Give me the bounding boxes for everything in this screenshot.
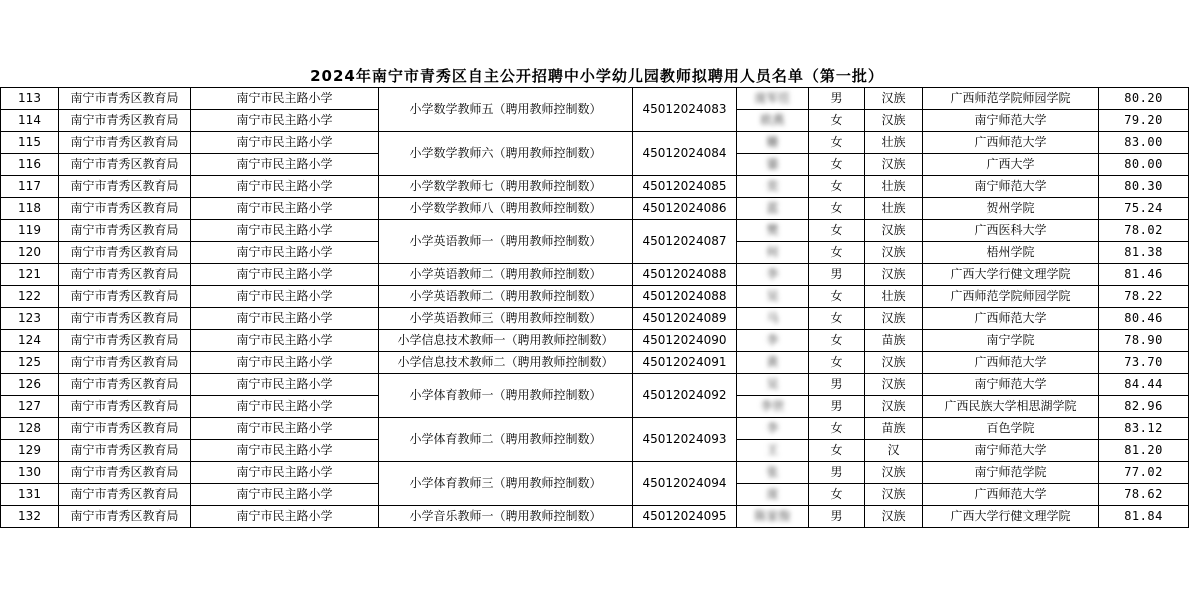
table-row bbox=[1, 506, 1189, 528]
cell-no: 113 bbox=[1, 88, 59, 110]
cell-ethnic: 壮族 bbox=[865, 198, 923, 220]
cell-name: 欧燕 bbox=[737, 110, 809, 132]
cell-unit: 南宁市民主路小学 bbox=[191, 308, 379, 330]
cell-score: 83.00 bbox=[1099, 132, 1189, 154]
cell-dept: 南宁市青秀区教育局 bbox=[59, 88, 191, 110]
table-row bbox=[1, 198, 1189, 220]
cell-school: 广西大学 bbox=[923, 154, 1099, 176]
cell-name: 何 bbox=[737, 242, 809, 264]
cell-gender: 女 bbox=[809, 132, 865, 154]
cell-no: 132 bbox=[1, 506, 59, 528]
cell-gender: 女 bbox=[809, 330, 865, 352]
cell-score: 83.12 bbox=[1099, 418, 1189, 440]
cell-unit: 南宁市民主路小学 bbox=[191, 484, 379, 506]
cell-gender: 男 bbox=[809, 396, 865, 418]
cell-school: 广西师范学院师园学院 bbox=[923, 286, 1099, 308]
cell-no: 120 bbox=[1, 242, 59, 264]
cell-gender: 女 bbox=[809, 110, 865, 132]
cell-dept: 南宁市青秀区教育局 bbox=[59, 418, 191, 440]
cell-gender: 男 bbox=[809, 264, 865, 286]
cell-post: 小学数学教师五（聘用教师控制数） bbox=[379, 88, 633, 132]
cell-ethnic: 汉族 bbox=[865, 154, 923, 176]
cell-dept: 南宁市青秀区教育局 bbox=[59, 132, 191, 154]
cell-post: 小学数学教师六（聘用教师控制数） bbox=[379, 132, 633, 176]
cell-gender: 女 bbox=[809, 220, 865, 242]
cell-score: 78.22 bbox=[1099, 286, 1189, 308]
cell-score: 78.62 bbox=[1099, 484, 1189, 506]
cell-ethnic: 壮族 bbox=[865, 176, 923, 198]
cell-dept: 南宁市青秀区教育局 bbox=[59, 308, 191, 330]
cell-score: 81.38 bbox=[1099, 242, 1189, 264]
cell-code: 45012024095 bbox=[633, 506, 737, 528]
cell-school: 南宁学院 bbox=[923, 330, 1099, 352]
cell-post: 小学数学教师八（聘用教师控制数） bbox=[379, 198, 633, 220]
cell-dept: 南宁市青秀区教育局 bbox=[59, 462, 191, 484]
cell-school: 广西师范大学 bbox=[923, 132, 1099, 154]
table-row bbox=[1, 462, 1189, 484]
cell-dept: 南宁市青秀区教育局 bbox=[59, 396, 191, 418]
cell-score: 75.24 bbox=[1099, 198, 1189, 220]
cell-score: 73.70 bbox=[1099, 352, 1189, 374]
cell-no: 115 bbox=[1, 132, 59, 154]
cell-post: 小学英语教师二（聘用教师控制数） bbox=[379, 264, 633, 286]
cell-code: 45012024084 bbox=[633, 132, 737, 176]
cell-school: 南宁师范大学 bbox=[923, 110, 1099, 132]
cell-code: 45012024088 bbox=[633, 286, 737, 308]
cell-name: 马 bbox=[737, 308, 809, 330]
cell-unit: 南宁市民主路小学 bbox=[191, 374, 379, 396]
table-row bbox=[1, 352, 1189, 374]
cell-no: 127 bbox=[1, 396, 59, 418]
table-row bbox=[1, 88, 1189, 110]
cell-no: 117 bbox=[1, 176, 59, 198]
cell-name: 鎏 bbox=[737, 154, 809, 176]
cell-score: 80.46 bbox=[1099, 308, 1189, 330]
cell-unit: 南宁市民主路小学 bbox=[191, 264, 379, 286]
cell-name: 庞 bbox=[737, 484, 809, 506]
cell-gender: 女 bbox=[809, 176, 865, 198]
cell-gender: 男 bbox=[809, 506, 865, 528]
cell-name: 陈家俊 bbox=[737, 506, 809, 528]
cell-ethnic: 汉族 bbox=[865, 352, 923, 374]
cell-unit: 南宁市民主路小学 bbox=[191, 198, 379, 220]
cell-score: 79.20 bbox=[1099, 110, 1189, 132]
cell-school: 百色学院 bbox=[923, 418, 1099, 440]
cell-unit: 南宁市民主路小学 bbox=[191, 242, 379, 264]
cell-school: 梧州学院 bbox=[923, 242, 1099, 264]
cell-code: 45012024083 bbox=[633, 88, 737, 132]
cell-unit: 南宁市民主路小学 bbox=[191, 154, 379, 176]
cell-no: 128 bbox=[1, 418, 59, 440]
cell-ethnic: 汉族 bbox=[865, 220, 923, 242]
cell-name: 姗 bbox=[737, 132, 809, 154]
cell-gender: 女 bbox=[809, 286, 865, 308]
cell-score: 80.20 bbox=[1099, 88, 1189, 110]
cell-no: 129 bbox=[1, 440, 59, 462]
cell-school: 广西师范学院师园学院 bbox=[923, 88, 1099, 110]
cell-post: 小学英语教师二（聘用教师控制数） bbox=[379, 286, 633, 308]
cell-unit: 南宁市民主路小学 bbox=[191, 220, 379, 242]
cell-unit: 南宁市民主路小学 bbox=[191, 176, 379, 198]
cell-post: 小学体育教师二（聘用教师控制数） bbox=[379, 418, 633, 462]
cell-no: 123 bbox=[1, 308, 59, 330]
cell-ethnic: 汉族 bbox=[865, 110, 923, 132]
cell-dept: 南宁市青秀区教育局 bbox=[59, 242, 191, 264]
cell-ethnic: 苗族 bbox=[865, 330, 923, 352]
cell-school: 广西民族大学相思湖学院 bbox=[923, 396, 1099, 418]
table-row bbox=[1, 132, 1189, 154]
cell-no: 131 bbox=[1, 484, 59, 506]
cell-name: 樊 bbox=[737, 220, 809, 242]
cell-school: 南宁师范学院 bbox=[923, 462, 1099, 484]
cell-ethnic: 汉族 bbox=[865, 506, 923, 528]
cell-name: 吴 bbox=[737, 374, 809, 396]
cell-gender: 女 bbox=[809, 308, 865, 330]
cell-school: 广西医科大学 bbox=[923, 220, 1099, 242]
cell-unit: 南宁市民主路小学 bbox=[191, 418, 379, 440]
cell-school: 广西大学行健文理学院 bbox=[923, 264, 1099, 286]
cell-dept: 南宁市青秀区教育局 bbox=[59, 110, 191, 132]
cell-code: 45012024092 bbox=[633, 374, 737, 418]
cell-no: 114 bbox=[1, 110, 59, 132]
cell-code: 45012024089 bbox=[633, 308, 737, 330]
cell-gender: 女 bbox=[809, 418, 865, 440]
table-row bbox=[1, 418, 1189, 440]
cell-name: 李 bbox=[737, 330, 809, 352]
cell-ethnic: 汉 bbox=[865, 440, 923, 462]
cell-dept: 南宁市青秀区教育局 bbox=[59, 198, 191, 220]
table-row bbox=[1, 220, 1189, 242]
cell-code: 45012024085 bbox=[633, 176, 737, 198]
cell-score: 81.84 bbox=[1099, 506, 1189, 528]
cell-dept: 南宁市青秀区教育局 bbox=[59, 506, 191, 528]
cell-gender: 男 bbox=[809, 462, 865, 484]
cell-school: 贺州学院 bbox=[923, 198, 1099, 220]
cell-gender: 女 bbox=[809, 198, 865, 220]
cell-name: 黄 bbox=[737, 352, 809, 374]
cell-school: 广西大学行健文理学院 bbox=[923, 506, 1099, 528]
cell-ethnic: 汉族 bbox=[865, 462, 923, 484]
cell-no: 116 bbox=[1, 154, 59, 176]
cell-ethnic: 壮族 bbox=[865, 286, 923, 308]
cell-no: 121 bbox=[1, 264, 59, 286]
cell-ethnic: 汉族 bbox=[865, 484, 923, 506]
cell-code: 45012024093 bbox=[633, 418, 737, 462]
cell-unit: 南宁市民主路小学 bbox=[191, 330, 379, 352]
table-row bbox=[1, 374, 1189, 396]
cell-unit: 南宁市民主路小学 bbox=[191, 352, 379, 374]
cell-school: 广西师范大学 bbox=[923, 352, 1099, 374]
cell-post: 小学数学教师七（聘用教师控制数） bbox=[379, 176, 633, 198]
cell-gender: 女 bbox=[809, 440, 865, 462]
cell-school: 南宁师范大学 bbox=[923, 440, 1099, 462]
cell-name: 吴 bbox=[737, 286, 809, 308]
cell-gender: 女 bbox=[809, 352, 865, 374]
cell-ethnic: 汉族 bbox=[865, 264, 923, 286]
cell-post: 小学信息技术教师二（聘用教师控制数） bbox=[379, 352, 633, 374]
cell-ethnic: 汉族 bbox=[865, 88, 923, 110]
table-body bbox=[1, 88, 1189, 528]
cell-dept: 南宁市青秀区教育局 bbox=[59, 220, 191, 242]
cell-score: 81.46 bbox=[1099, 264, 1189, 286]
cell-no: 130 bbox=[1, 462, 59, 484]
cell-score: 78.90 bbox=[1099, 330, 1189, 352]
cell-score: 81.20 bbox=[1099, 440, 1189, 462]
cell-name: 奕 bbox=[737, 176, 809, 198]
cell-no: 118 bbox=[1, 198, 59, 220]
table-row bbox=[1, 264, 1189, 286]
cell-ethnic: 汉族 bbox=[865, 308, 923, 330]
cell-dept: 南宁市青秀区教育局 bbox=[59, 176, 191, 198]
cell-code: 45012024086 bbox=[633, 198, 737, 220]
cell-dept: 南宁市青秀区教育局 bbox=[59, 484, 191, 506]
cell-dept: 南宁市青秀区教育局 bbox=[59, 264, 191, 286]
cell-score: 80.00 bbox=[1099, 154, 1189, 176]
cell-school: 广西师范大学 bbox=[923, 484, 1099, 506]
cell-school: 南宁师范大学 bbox=[923, 374, 1099, 396]
cell-school: 广西师范大学 bbox=[923, 308, 1099, 330]
cell-code: 45012024094 bbox=[633, 462, 737, 506]
cell-name: 蓝 bbox=[737, 198, 809, 220]
cell-dept: 南宁市青秀区教育局 bbox=[59, 374, 191, 396]
cell-post: 小学信息技术教师一（聘用教师控制数） bbox=[379, 330, 633, 352]
cell-dept: 南宁市青秀区教育局 bbox=[59, 330, 191, 352]
cell-gender: 女 bbox=[809, 242, 865, 264]
page-title: 2024年南宁市青秀区自主公开招聘中小学幼儿园教师拟聘用人员名单（第一批） bbox=[310, 67, 884, 85]
cell-name: 张 bbox=[737, 462, 809, 484]
cell-unit: 南宁市民主路小学 bbox=[191, 110, 379, 132]
cell-gender: 女 bbox=[809, 154, 865, 176]
cell-ethnic: 苗族 bbox=[865, 418, 923, 440]
cell-unit: 南宁市民主路小学 bbox=[191, 286, 379, 308]
cell-no: 124 bbox=[1, 330, 59, 352]
cell-name: 李 bbox=[737, 264, 809, 286]
cell-unit: 南宁市民主路小学 bbox=[191, 88, 379, 110]
cell-no: 125 bbox=[1, 352, 59, 374]
cell-ethnic: 汉族 bbox=[865, 374, 923, 396]
cell-post: 小学体育教师一（聘用教师控制数） bbox=[379, 374, 633, 418]
cell-code: 45012024091 bbox=[633, 352, 737, 374]
cell-dept: 南宁市青秀区教育局 bbox=[59, 440, 191, 462]
cell-dept: 南宁市青秀区教育局 bbox=[59, 154, 191, 176]
cell-ethnic: 汉族 bbox=[865, 396, 923, 418]
cell-post: 小学音乐教师一（聘用教师控制数） bbox=[379, 506, 633, 528]
cell-code: 45012024087 bbox=[633, 220, 737, 264]
cell-dept: 南宁市青秀区教育局 bbox=[59, 352, 191, 374]
table-row bbox=[1, 330, 1189, 352]
cell-score: 80.30 bbox=[1099, 176, 1189, 198]
cell-post: 小学英语教师三（聘用教师控制数） bbox=[379, 308, 633, 330]
cell-gender: 男 bbox=[809, 88, 865, 110]
cell-ethnic: 汉族 bbox=[865, 242, 923, 264]
cell-score: 84.44 bbox=[1099, 374, 1189, 396]
cell-unit: 南宁市民主路小学 bbox=[191, 506, 379, 528]
cell-score: 82.96 bbox=[1099, 396, 1189, 418]
cell-score: 77.02 bbox=[1099, 462, 1189, 484]
table-row bbox=[1, 286, 1189, 308]
cell-unit: 南宁市民主路小学 bbox=[191, 132, 379, 154]
cell-ethnic: 壮族 bbox=[865, 132, 923, 154]
cell-no: 122 bbox=[1, 286, 59, 308]
cell-gender: 女 bbox=[809, 484, 865, 506]
cell-no: 126 bbox=[1, 374, 59, 396]
cell-unit: 南宁市民主路小学 bbox=[191, 462, 379, 484]
cell-unit: 南宁市民主路小学 bbox=[191, 440, 379, 462]
cell-school: 南宁师范大学 bbox=[923, 176, 1099, 198]
candidate-table bbox=[0, 87, 1189, 528]
table-row bbox=[1, 176, 1189, 198]
cell-name: 李世 bbox=[737, 396, 809, 418]
cell-post: 小学体育教师三（聘用教师控制数） bbox=[379, 462, 633, 506]
cell-gender: 男 bbox=[809, 374, 865, 396]
cell-no: 119 bbox=[1, 220, 59, 242]
cell-code: 45012024088 bbox=[633, 264, 737, 286]
cell-score: 78.02 bbox=[1099, 220, 1189, 242]
cell-name: 李 bbox=[737, 418, 809, 440]
cell-unit: 南宁市民主路小学 bbox=[191, 396, 379, 418]
cell-post: 小学英语教师一（聘用教师控制数） bbox=[379, 220, 633, 264]
table-row bbox=[1, 308, 1189, 330]
cell-dept: 南宁市青秀区教育局 bbox=[59, 286, 191, 308]
cell-name: 庞军任 bbox=[737, 88, 809, 110]
cell-code: 45012024090 bbox=[633, 330, 737, 352]
cell-name: 王 bbox=[737, 440, 809, 462]
